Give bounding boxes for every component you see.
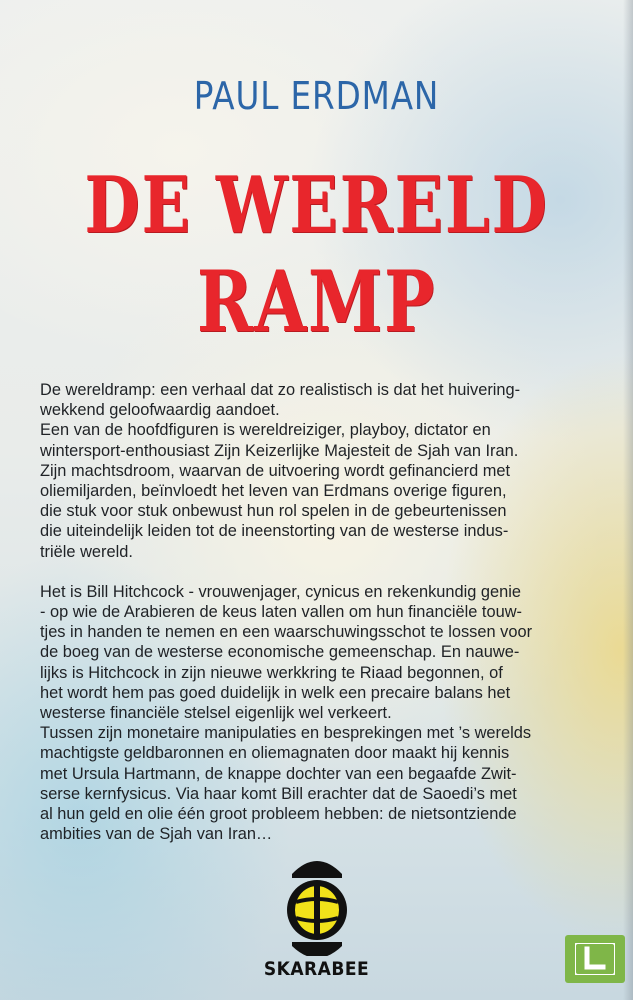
blurb-line: wekkend geloofwaardig aandoet. (40, 401, 280, 420)
blurb-line: De wereldramp: een verhaal dat zo realistisch is dat het huivering- (40, 381, 521, 399)
blurb-line: tjes in handen te nemen en een waarschuwingsschot te lossen voor (40, 623, 533, 642)
blurb-line: Een van de hoofdfiguren is wereldreiziger, playboy, dictator en (40, 421, 491, 440)
blurb-line: die stuk voor stuk onbewust hun rol spelen in de gebeurtenissen (40, 502, 507, 521)
book-title-line-1: DE WERELD (84, 160, 549, 251)
blurb-line: wintersport-enthousiast Zijn Keizerlijke Majesteit de Sjah van Iran. (40, 441, 519, 460)
blurb-line: machtigste geldbaronnen en oliemagnaten door maakt hij kennis (40, 744, 510, 763)
author-name: PAUL ERDMAN (193, 74, 440, 118)
blurb-line: lijks is Hitchcock in zijn nieuwe werkkring te Riaad begonnen, of (40, 663, 503, 682)
scarab-logo-icon (282, 852, 352, 956)
blurb-line: de boeg van de westerse economische gemeenschap. En nauwe- (40, 643, 520, 662)
blurb-line: die uiteindelijk leiden tot de ineenstorting van de westerse indus- (40, 522, 509, 541)
blurb-line: oliemiljarden, beïnvloedt het leven van Erdmans overige figuren, (40, 482, 507, 501)
book-title-line-2: RAMP (196, 252, 437, 351)
corner-badge (565, 935, 625, 983)
blurb-text (40, 380, 600, 844)
blurb-line: Het is Bill Hitchcock - vrouwenjager, cynicus en rekenkundig genie (40, 582, 522, 601)
corner-badge-icon (575, 943, 615, 975)
blurb-line: al hun geld en olie één groot probleem hebben: de nietsontziende (40, 805, 517, 824)
blurb-line: ambities van de Sjah van Iran… (40, 825, 273, 844)
blurb-line: Zijn machtsdroom, waarvan de uitvoering wordt gefinancierd met (40, 461, 511, 480)
blurb-line: westerse financiële stelsel eigenlijk wel verkeert. (40, 704, 392, 723)
blurb-line: serse kernfysicus. Via haar komt Bill erachter dat de Saoedi’s met (40, 784, 517, 803)
blurb-line: met Ursula Hartmann, de knappe dochter van een begaafde Zwit- (40, 764, 517, 783)
blurb-line: - op wie de Arabieren de keus laten vallen om hun financiële touw- (40, 603, 522, 622)
cover-edge-shadow (623, 0, 633, 1000)
blurb-line: triële wereld. (40, 542, 133, 561)
publisher-name: SKARABEE (263, 958, 370, 980)
paragraph-gap (40, 562, 600, 582)
blurb-line: Tussen zijn monetaire manipulaties en besprekingen met ’s werelds (40, 724, 532, 743)
blurb-line: het wordt hem pas goed duidelijk in welk een precaire balans het (40, 683, 511, 702)
